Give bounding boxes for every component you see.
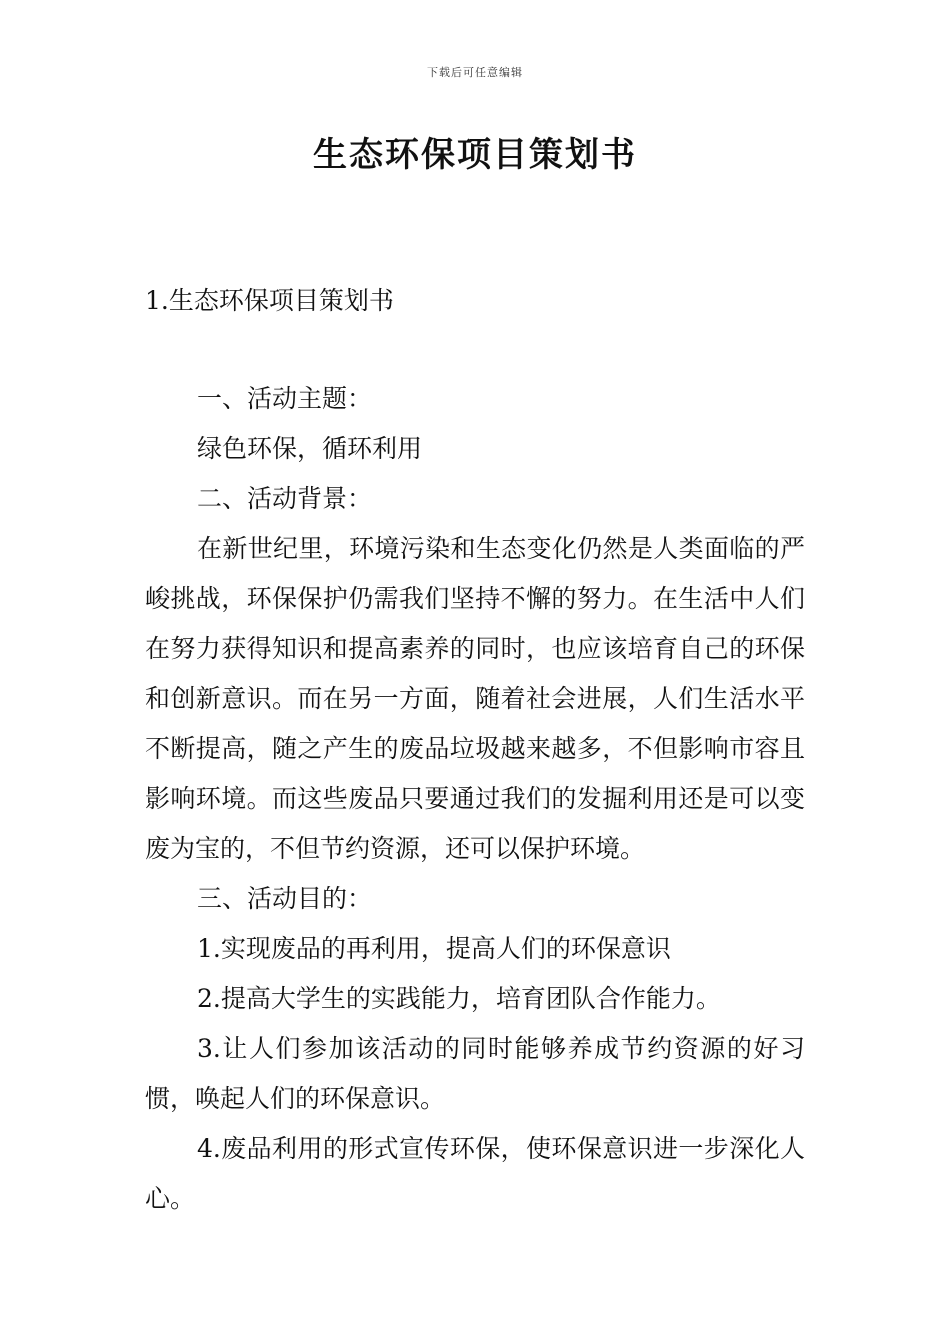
header-note: 下载后可任意编辑 [427,66,523,79]
paragraph-background: 在新世纪里，环境污染和生态变化仍然是人类面临的严峻挑战，环保保护仍需我们坚持不懈的努力。在生活中人们在努力获得知识和提高素养的同时，也应该培育自己的环保和创新意识。而在另一方面，随着社会进展，人们生活水平不断提高，随之产生的废品垃圾越来越多，不但影响市容且影响环境。而这些废品只要通过我们的发掘利用还是可以变废为宝的，不但节约资源，还可以保护环境。 [145,534,805,863]
paragraph-theme-heading: 一、活动主题： [197,384,373,413]
paragraph-purpose-heading: 三、活动目的： [197,884,373,913]
paragraph-theme: 绿色环保，循环利用 [197,434,423,463]
document-title: 生态环保项目策划书 [313,135,637,175]
paragraph-background-heading: 二、活动背景： [197,484,373,513]
document-body [145,374,805,1224]
section-heading: 1.生态环保项目策划书 [145,286,394,315]
list-item-purpose-3: 3.让人们参加该活动的同时能够养成节约资源的好习惯，唤起人们的环保意识。 [145,1034,805,1113]
list-item-purpose-2: 2.提高大学生的实践能力，培育团队合作能力。 [197,984,721,1013]
list-item-purpose-1: 1.实现废品的再利用，提高人们的环保意识 [197,934,671,963]
list-item-purpose-4: 4.废品利用的形式宣传环保，使环保意识进一步深化人心。 [145,1134,805,1213]
